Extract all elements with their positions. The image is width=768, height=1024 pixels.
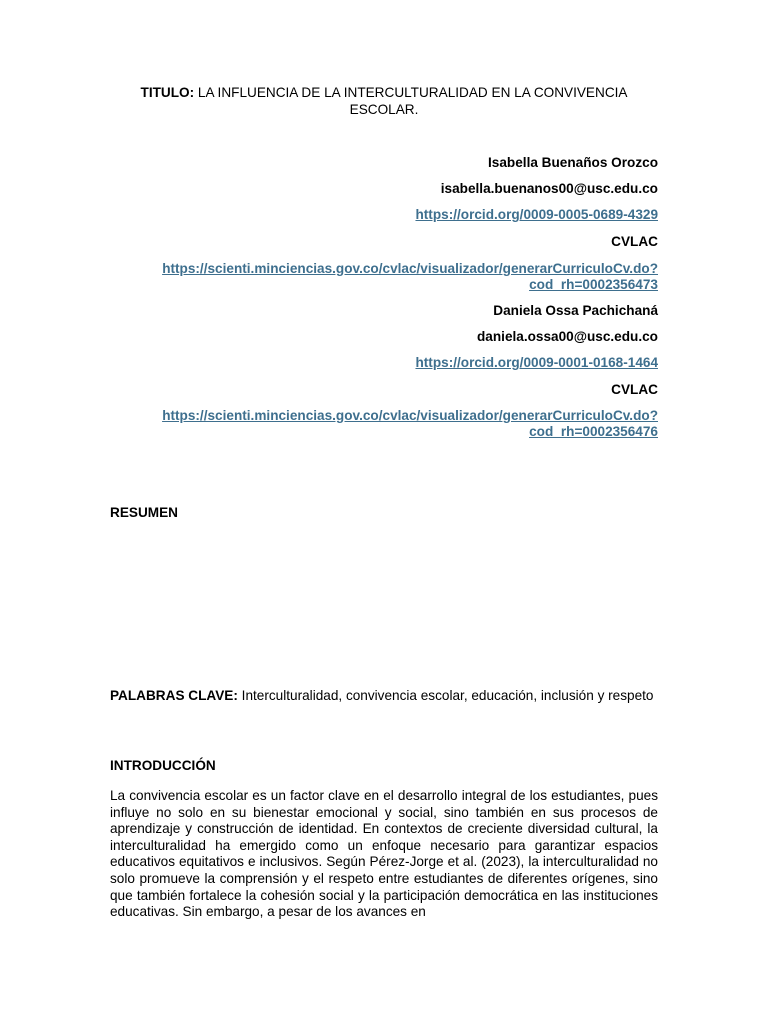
author-2-cvlac-link-line-2[interactable]: cod_rh=0002356476 <box>529 424 658 439</box>
title-label: TITULO: <box>140 85 195 100</box>
author-2-name: Daniela Ossa Pachichaná <box>493 303 658 318</box>
intro-paragraph: La convivencia escolar es un factor clave en el desarrollo integral de los estudiantes, pues influye no solo en su bienestar emocional y social, sino también en sus procesos de aprendizaje y construcción de identidad. En contextos de creciente diversidad cultural, la interculturalidad ha emergido como un enfoque necesario para garantizar espacios educativos equitativos e inclusivos. Según Pérez-Jorge et al. (2023), la interculturalidad no solo promueve la comprensión y el respeto entre estudiantes de diferentes orígenes, sino que también fortalece la cohesión social y la participación democrática en las instituciones educativas. Sin embargo, a pesar de los avances en <box>110 788 658 920</box>
document-title <box>110 84 658 118</box>
author-1-cvlac-link[interactable] <box>110 261 658 293</box>
introduccion-heading: INTRODUCCIÓN <box>110 758 216 773</box>
keywords-text: Interculturalidad, convivencia escolar, educación, inclusión y respeto <box>237 688 654 703</box>
keywords <box>110 687 658 704</box>
author-1-cvlac-link-line-1[interactable]: https://scienti.minciencias.gov.co/cvlac/visualizador/generarCurriculoCv.do? <box>162 261 658 276</box>
author-1-orcid-link[interactable]: https://orcid.org/0009-0005-0689-4329 <box>415 207 658 222</box>
author-2-cvlac-link[interactable] <box>110 408 658 440</box>
author-2-cvlac-label: CVLAC <box>611 382 658 397</box>
author-1-name: Isabella Buenaños Orozco <box>488 155 658 170</box>
author-1-cvlac-label: CVLAC <box>611 234 658 249</box>
keywords-label: PALABRAS CLAVE: <box>110 688 238 703</box>
title-text: LA INFLUENCIA DE LA INTERCULTURALIDAD EN LA CONVIVENCIA ESCOLAR. <box>197 85 628 117</box>
author-2-cvlac-link-line-1[interactable]: https://scienti.minciencias.gov.co/cvlac/visualizador/generarCurriculoCv.do? <box>162 408 658 423</box>
author-2-orcid-link[interactable]: https://orcid.org/0009-0001-0168-1464 <box>415 355 658 370</box>
resumen-heading: RESUMEN <box>110 505 178 520</box>
author-1-cvlac-link-line-2[interactable]: cod_rh=0002356473 <box>529 277 658 292</box>
author-1-email: isabella.buenanos00@usc.edu.co <box>440 181 658 196</box>
author-2-email: daniela.ossa00@usc.edu.co <box>477 329 658 344</box>
